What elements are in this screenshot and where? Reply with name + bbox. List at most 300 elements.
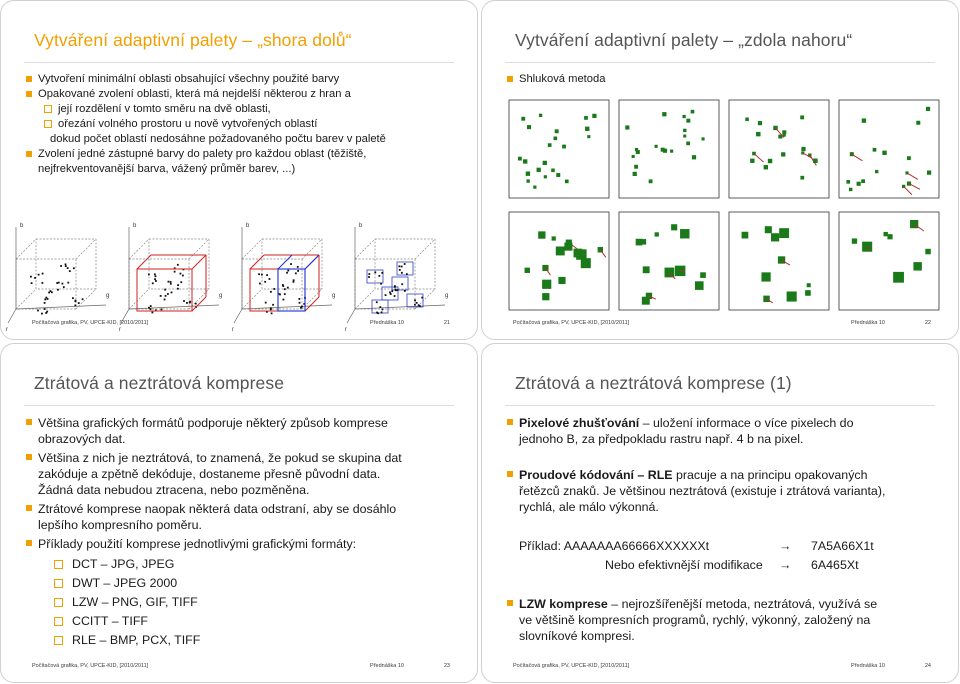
color-point <box>389 292 391 294</box>
color-point <box>414 299 416 301</box>
axis-label-r: r <box>6 327 8 333</box>
slide-footer <box>32 320 450 332</box>
cluster-marker <box>862 242 872 252</box>
cluster-marker <box>526 179 529 182</box>
cluster-marker <box>926 107 930 111</box>
color-point <box>151 312 153 314</box>
cube-edge <box>129 289 149 309</box>
color-point <box>152 282 154 284</box>
title-divider <box>24 62 454 63</box>
term: Proudové kódování – RLE <box>519 468 673 482</box>
cube-edge <box>16 289 36 309</box>
footer-page-number: 24 <box>924 663 931 669</box>
format-item: DCT – JPG, JPEG <box>72 557 175 571</box>
cluster-marker <box>553 137 557 141</box>
color-point <box>47 298 49 300</box>
axis-label-b: b <box>359 223 363 229</box>
color-point <box>414 304 416 306</box>
text-line: rychlá, ale málo výkonná. <box>519 500 659 514</box>
footer-lecture: Přednáška 10 <box>370 320 404 326</box>
cluster-marker <box>533 186 536 189</box>
bullet-rle <box>519 467 867 484</box>
color-point <box>374 271 376 273</box>
color-point <box>38 274 40 276</box>
color-point <box>30 276 32 278</box>
bullet: Opakované zvolení oblasti, která má nejdelší některou z hran a <box>38 88 351 100</box>
example-right: 6A465Xt <box>811 558 859 572</box>
slide-footer <box>513 663 931 675</box>
cluster-marker <box>683 129 686 132</box>
cluster-marker <box>846 180 850 184</box>
color-point <box>279 294 281 296</box>
panel-frame <box>839 212 939 310</box>
cluster-marker <box>801 147 805 151</box>
cluster-marker <box>849 188 852 191</box>
color-point <box>391 290 393 292</box>
color-point <box>419 305 421 307</box>
format-item: LZW – PNG, GIF, TIFF <box>72 595 198 609</box>
text-line: dokud počet oblastí nedosáhne požadovaného počtu barev v paletě <box>50 133 386 145</box>
color-point <box>160 295 162 297</box>
color-point <box>269 278 271 280</box>
color-point <box>189 301 191 303</box>
cluster-marker <box>925 249 930 254</box>
color-point <box>287 287 289 289</box>
cluster-marker <box>686 142 690 146</box>
footer-course: Počítačová grafika, PV, UPCE-KID, [2010/2011] <box>32 663 149 669</box>
panel-frame <box>619 100 719 198</box>
color-point <box>73 267 75 269</box>
color-point <box>259 283 261 285</box>
color-point <box>171 292 173 294</box>
cluster-marker <box>655 232 659 236</box>
cluster-marker <box>625 125 629 129</box>
color-point <box>261 274 263 276</box>
footer-lecture: Přednáška 10 <box>370 663 404 669</box>
cluster-marker <box>584 116 588 120</box>
bullet-lzw <box>519 596 877 613</box>
color-point <box>284 288 286 290</box>
color-point <box>150 305 152 307</box>
slide-footer <box>32 663 450 675</box>
color-point <box>148 274 150 276</box>
cluster-marker <box>548 143 552 147</box>
cluster-marker <box>542 293 549 300</box>
color-point <box>42 273 44 275</box>
color-point <box>380 283 382 285</box>
rgb-cube <box>119 223 222 333</box>
axis-label-g: g <box>219 293 223 299</box>
color-point <box>180 273 182 275</box>
color-point <box>381 311 383 313</box>
color-point <box>56 282 58 284</box>
cluster-marker <box>565 180 569 184</box>
color-point <box>177 284 179 286</box>
cluster-marker <box>779 228 789 238</box>
bullet: Většina grafických formátů podporuje některý způsob komprese <box>38 416 388 430</box>
footer-page-number: 23 <box>443 663 450 669</box>
cluster-marker <box>768 159 772 163</box>
cluster-marker <box>661 148 665 152</box>
footer-course: Počítačová grafika, PV, UPCE-KID, [2010/2011] <box>513 320 630 326</box>
cluster-panel <box>509 100 609 198</box>
text-line: nejfrekventovanější barva, vážený průměr barev, ...) <box>38 163 296 175</box>
cluster-marker <box>538 231 545 238</box>
cluster-marker <box>763 296 769 302</box>
axis-label-b: b <box>133 223 137 229</box>
color-point <box>273 288 275 290</box>
bullet: Zvolení jedné zástupné barvy do palety pro každou oblast (těžiště, <box>38 148 367 160</box>
cluster-marker <box>745 118 749 122</box>
cluster-marker <box>544 175 547 178</box>
cluster-marker <box>636 239 643 246</box>
cluster-marker <box>552 236 556 240</box>
color-point <box>180 281 182 283</box>
term: LZW komprese <box>519 597 608 611</box>
color-point <box>164 289 166 291</box>
color-point <box>266 274 268 276</box>
example-left: Nebo efektivnější modifikace <box>605 558 763 572</box>
cluster-marker <box>562 145 566 149</box>
rgb-cube <box>345 223 448 333</box>
cluster-marker <box>916 121 920 125</box>
color-point <box>63 286 65 288</box>
text-line: zakóduje a zpětně dekóduje, dostaneme přesně původní data. <box>38 467 381 481</box>
cluster-marker <box>852 238 857 243</box>
slide-title: Ztrátová a neztrátová komprese <box>34 373 285 393</box>
color-point <box>290 263 292 265</box>
text-line: jednoho B, za předpokladu rastru např. 4 b na pixel. <box>519 432 804 446</box>
cube-edge <box>76 239 96 259</box>
axis-label-g: g <box>106 293 110 299</box>
color-point <box>44 308 46 310</box>
color-point <box>404 263 406 265</box>
color-point <box>298 298 300 300</box>
cluster-panel <box>839 100 939 198</box>
color-point <box>283 299 285 301</box>
format-item: DWT – JPEG 2000 <box>72 576 178 590</box>
color-point <box>385 294 387 296</box>
color-point <box>72 297 74 299</box>
color-point <box>270 291 272 293</box>
cube-edge <box>129 239 149 259</box>
cluster-marker <box>542 280 551 289</box>
color-point <box>150 308 152 310</box>
color-point <box>284 293 286 295</box>
axis-label-g: g <box>445 293 449 299</box>
rgb-cube-diagrams <box>6 217 476 333</box>
cluster-marker <box>521 117 525 121</box>
cluster-marker <box>525 268 530 273</box>
color-point <box>170 283 172 285</box>
color-point <box>82 298 84 300</box>
slide-title: Vytváření adaptivní palety – „zdola nahoru“ <box>515 30 853 50</box>
color-point <box>377 312 379 314</box>
cluster-marker <box>813 159 817 163</box>
axis-label-b: b <box>20 223 24 229</box>
axis-g <box>129 305 219 309</box>
cluster-marker <box>543 161 547 165</box>
color-point <box>154 278 156 280</box>
cluster-marker <box>558 277 565 284</box>
cluster-marker <box>555 129 559 133</box>
color-point <box>401 272 403 274</box>
subdivision-box <box>278 269 305 311</box>
cluster-marker <box>887 234 892 239</box>
color-point <box>295 272 297 274</box>
color-point <box>406 273 408 275</box>
footer-lecture: Přednáška 10 <box>851 663 885 669</box>
slide-footer <box>513 320 931 332</box>
color-point <box>57 289 59 291</box>
cluster-marker <box>692 155 696 159</box>
cluster-marker <box>634 165 638 169</box>
color-point <box>67 267 69 269</box>
color-point <box>265 302 267 304</box>
color-point <box>37 310 39 312</box>
color-point <box>164 299 166 301</box>
example-right: 7A5A66X1t <box>811 539 874 553</box>
panel-frame <box>509 212 609 310</box>
color-point <box>44 299 46 301</box>
cluster-marker <box>686 119 690 123</box>
color-point <box>51 291 53 293</box>
cluster-marker <box>556 173 560 177</box>
cluster-marker <box>649 179 653 183</box>
color-point <box>177 264 179 266</box>
color-point <box>397 289 399 291</box>
cluster-marker <box>758 121 762 125</box>
color-point <box>161 308 163 310</box>
arrow: → <box>779 558 792 572</box>
cube-edge <box>242 289 262 309</box>
color-point <box>67 282 69 284</box>
cluster-marker <box>781 152 785 156</box>
cluster-marker <box>800 115 804 119</box>
cluster-marker <box>764 165 768 169</box>
text: pracuje a na principu opakovaných <box>672 468 868 482</box>
color-point <box>60 265 62 267</box>
cube-edge <box>355 239 375 259</box>
cluster-marker <box>635 148 638 151</box>
color-point <box>148 307 150 309</box>
bullet: Shluková metoda <box>519 73 606 85</box>
footer-page-number: 22 <box>924 320 931 326</box>
cluster-marker <box>805 290 811 296</box>
title-divider <box>24 405 454 406</box>
text-line: lepšího kompresního poměru. <box>38 518 202 532</box>
color-point <box>258 273 260 275</box>
color-point <box>75 300 77 302</box>
cluster-marker <box>671 224 677 230</box>
cluster-marker <box>765 226 772 233</box>
color-point <box>381 272 383 274</box>
cluster-panel <box>619 100 719 198</box>
bullet: Většina z nich je neztrátová, to znamená, že pokud se skupina dat <box>38 451 402 465</box>
cluster-marker <box>682 115 685 118</box>
panel-frame <box>839 100 939 198</box>
text-line: Žádná data nebudou ztracena, nebo pozměněna. <box>38 483 310 497</box>
sub-bullet: ořezání volného prostoru u nově vytvořených oblastí <box>58 118 318 130</box>
term: Pixelové zhušťování <box>519 416 640 430</box>
axis-label-r: r <box>119 327 121 333</box>
cluster-marker <box>585 127 589 131</box>
cube-edge <box>16 239 36 259</box>
cluster-panel <box>839 212 939 310</box>
footer-course: Počítačová grafika, PV, UPCE-KID, [2010/2011] <box>513 663 630 669</box>
color-point <box>401 283 403 285</box>
axis-label-r: r <box>345 327 347 333</box>
cluster-marker <box>873 148 877 152</box>
cluster-marker <box>927 170 931 174</box>
color-point <box>300 307 302 309</box>
color-point <box>401 266 403 268</box>
color-point <box>379 306 381 308</box>
cluster-marker <box>884 232 888 236</box>
color-point <box>270 307 272 309</box>
bullet-pixel-packing <box>519 415 853 432</box>
color-point <box>297 270 299 272</box>
color-point <box>174 271 176 273</box>
title-divider <box>505 405 935 406</box>
cluster-marker <box>782 130 786 134</box>
axis-label-b: b <box>246 223 250 229</box>
color-point <box>394 286 396 288</box>
color-point <box>399 269 401 271</box>
cluster-panel <box>509 212 609 310</box>
cluster-panel <box>619 212 719 310</box>
cluster-marker <box>633 172 637 176</box>
cluster-marker <box>683 135 686 138</box>
color-point <box>155 275 157 277</box>
slide-21 <box>0 0 478 340</box>
cluster-marker <box>750 159 754 163</box>
cluster-marker <box>702 137 705 140</box>
cluster-marker <box>655 145 658 148</box>
title-divider <box>505 62 935 63</box>
cluster-marker <box>680 229 689 238</box>
text-line: slovníkové kompresi. <box>519 629 635 643</box>
bullet: Příklady použití komprese jednotlivými grafickými formáty: <box>38 537 357 551</box>
color-point <box>177 288 179 290</box>
color-point <box>182 275 184 277</box>
format-item: RLE – BMP, PCX, TIFF <box>72 633 201 647</box>
cluster-marker <box>564 243 572 251</box>
cluster-diagrams <box>505 96 945 316</box>
color-point <box>62 283 64 285</box>
color-point <box>41 313 43 315</box>
slide-23 <box>0 343 478 683</box>
color-point <box>155 280 157 282</box>
rgb-cube <box>6 223 109 333</box>
text: – nejrozšířenější metoda, neztrátová, využívá se <box>607 597 878 611</box>
color-point <box>168 281 170 283</box>
color-point <box>416 302 418 304</box>
cluster-marker <box>862 118 866 122</box>
color-point <box>69 270 71 272</box>
cluster-marker <box>643 266 650 273</box>
text-line: ve většině kompresních programů, rychlý, výkonný, založený na <box>519 613 871 627</box>
color-point <box>74 304 76 306</box>
cluster-marker <box>518 157 522 161</box>
color-point <box>44 302 46 304</box>
cluster-marker <box>907 156 911 160</box>
cluster-marker <box>587 135 590 138</box>
cluster-marker <box>761 272 770 281</box>
axis-label-g: g <box>332 293 336 299</box>
slide-title: Ztrátová a neztrátová komprese (1) <box>515 373 792 393</box>
cluster-marker <box>527 125 531 129</box>
color-point <box>31 282 33 284</box>
text-line: řetězců znaků. Je většinou neztrátová (existuje i ztrátová varianta), <box>519 484 886 498</box>
axis-g <box>16 305 106 309</box>
footer-page-number: 21 <box>443 320 450 326</box>
cluster-marker <box>861 179 865 183</box>
color-point <box>293 279 295 281</box>
sub-bullet: její rozdělení v tomto směru na dvě oblasti, <box>58 103 271 115</box>
color-point <box>282 285 284 287</box>
cluster-marker <box>526 171 530 175</box>
color-point <box>368 273 370 275</box>
color-point <box>271 312 273 314</box>
cluster-marker <box>742 232 749 239</box>
text-line: obrazových dat. <box>38 432 126 446</box>
axis-g <box>242 305 332 309</box>
color-point <box>293 281 295 283</box>
example-left: Příklad: AAAAAAA66666XXXXXXt <box>519 539 710 553</box>
cluster-marker <box>632 155 635 158</box>
cluster-marker <box>800 176 804 180</box>
color-point <box>165 295 167 297</box>
color-point <box>78 302 80 304</box>
subdivision-edge <box>278 255 292 269</box>
color-point <box>65 265 67 267</box>
color-point <box>299 302 301 304</box>
cube-edge <box>242 239 262 259</box>
color-point <box>395 289 397 291</box>
cube-edge <box>415 239 435 259</box>
panel-frame <box>619 212 719 310</box>
slide-22 <box>481 0 959 340</box>
cluster-marker <box>771 233 779 241</box>
cluster-marker <box>893 272 904 283</box>
color-point <box>297 266 299 268</box>
color-point <box>186 302 188 304</box>
color-point <box>41 282 43 284</box>
color-point <box>287 270 289 272</box>
cluster-marker <box>787 291 797 301</box>
arrow: → <box>779 539 792 553</box>
cluster-marker <box>662 112 666 116</box>
cluster-marker <box>539 114 542 117</box>
subdivision-edge <box>305 255 319 269</box>
color-point <box>183 300 185 302</box>
cluster-marker <box>592 114 596 118</box>
footer-lecture: Přednáška 10 <box>851 320 885 326</box>
color-point <box>376 301 378 303</box>
color-point <box>421 297 423 299</box>
format-item: CCITT – TIFF <box>72 614 148 628</box>
color-point <box>154 273 156 275</box>
cluster-marker <box>556 247 565 256</box>
color-point <box>378 275 380 277</box>
slide-title: Vytváření adaptivní palety – „shora dolů“ <box>34 30 352 50</box>
axis-g <box>355 305 445 309</box>
color-point <box>167 293 169 295</box>
color-point <box>272 304 274 306</box>
cluster-marker <box>670 150 673 153</box>
cluster-marker <box>756 132 760 136</box>
